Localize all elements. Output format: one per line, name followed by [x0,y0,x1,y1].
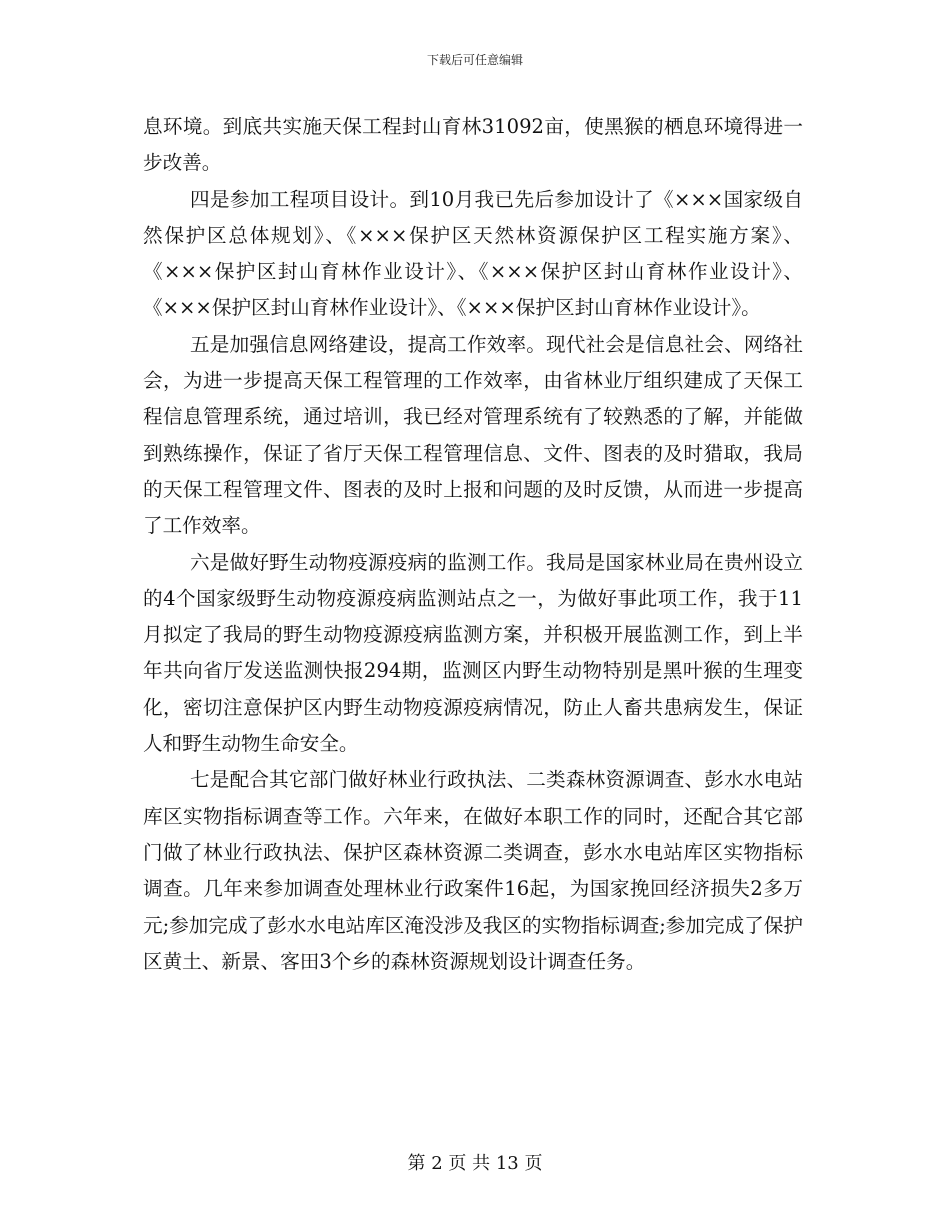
page-header: 下载后可任意编辑 [426,53,523,67]
paragraph-4: 六是做好野生动物疫源疫病的监测工作。我局是国家林业局在贵州设立的4个国家级野生动物疫源疫病监测站点之一，为做好事此项工作，我于11月拟定了我局的野生动物疫源疫病监测方案，并积极开展监测工作，到上半年共向省厅发送监测快报294期，监测区内野生动物特别是黑叶猴的生理变化，密切注意保护区内野生动物疫源疫病情况，防止人畜共患病发生，保证人和野生动物生命安全。 [143,550,803,756]
paragraph-1: 息环境。到底共实施天保工程封山育林31092亩，使黑猴的栖息环境得进一步改善。 [143,115,803,175]
paragraph-5: 七是配合其它部门做好林业行政执法、二类森林资源调查、彭水水电站库区实物指标调查等工作。六年来，在做好本职工作的同时，还配合其它部门做了林业行政执法、保护区森林资源二类调查，彭水水电站库区实物指标调查。几年来参加调查处理林业行政案件16起，为国家挽回经济损失2多万元;参加完成了彭水水电站库区淹没涉及我区的实物指标调查;参加完成了保护区黄土、新景、客田3个乡的森林资源规划设计调查任务。 [143,768,803,973]
paragraph-3: 五是加强信息网络建设，提高工作效率。现代社会是信息社会、网络社会，为进一步提高天保工程管理的工作效率，由省林业厅组织建成了天保工程信息管理系统，通过培训，我已经对管理系统有了较熟悉的了解，并能做到熟练操作，保证了省厅天保工程管理信息、文件、图表的及时猎取，我局的天保工程管理文件、图表的及时上报和问题的及时反馈，从而进一步提高了工作效率。 [143,332,803,538]
document-body [143,109,803,980]
paragraph-2: 四是参加工程项目设计。到10月我已先后参加设计了《×××国家级自然保护区总体规划》、《×××保护区天然林资源保护区工程实施方案》、《×××保护区封山育林作业设计》、《×××保护区封山育林作业设计》、《×××保护区封山育林作业设计》、《×××保护区封山育林作业设计》。 [143,187,803,320]
page-footer: 第 2 页 共 13 页 [407,1153,543,1174]
